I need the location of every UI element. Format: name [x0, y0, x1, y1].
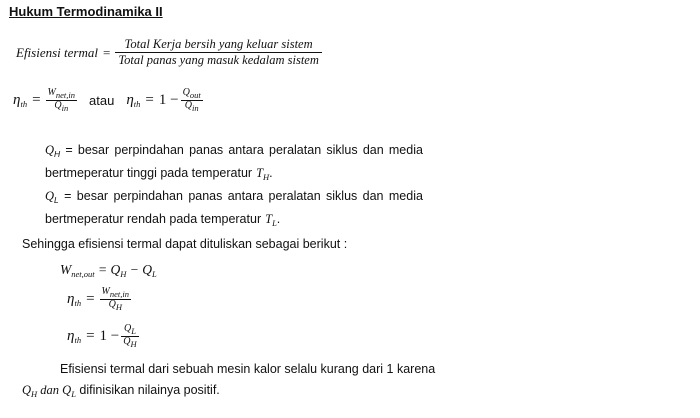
conclusion-line2: $Q_H$ dan $Q_L$ difinisikan nilainya positif.: [22, 383, 220, 399]
thermal-efficiency-formula: [16, 38, 322, 67]
page-title: Hukum Termodinamika II: [9, 4, 163, 19]
qh-symbol: $Q_H$: [45, 143, 61, 159]
eta-equation-2: $\eta_{th}$ = $\frac{W_{net,in}}{Q_H}$: [67, 286, 130, 312]
eta-symbol: $\eta_{th}$: [13, 91, 28, 109]
ql-definition-line2: bertmeperatur rendah pada temperatur $T_L$.: [45, 212, 281, 228]
equals-sign: =: [102, 44, 111, 60]
equals-sign: =: [32, 91, 41, 108]
ql-symbol: $Q_L$: [45, 189, 59, 205]
ql-definition-line1: $Q_L$ = besar perpindahan panas antara peralatan siklus dan media: [45, 189, 423, 205]
formula-denominator: Total panas yang masuk kedalam sistem: [118, 53, 319, 68]
eta2-fraction: $\frac{W_{net,in}}{Q_H}$: [101, 286, 130, 312]
one-minus: 1 −: [158, 91, 179, 108]
eta-formula: [13, 88, 203, 113]
eta-equation-3: $\eta_{th}$ = 1 − $\frac{Q_L}{Q_H}$: [67, 323, 137, 349]
eta3-fraction: $\frac{Q_L}{Q_H}$: [123, 323, 137, 349]
wnet-equation: $W_{net,out} = Q_H - Q_L$: [60, 262, 157, 279]
qh-definition-line2: bertmeperatur tinggi pada temperatur $T_H$.: [45, 166, 273, 182]
intro-sentence: Sehingga efisiensi termal dapat dituliskan sebagai berikut :: [22, 237, 348, 251]
eta-fraction-1: $\frac{W_{net,in}}{Q_{in}}$: [47, 87, 76, 113]
conclusion-line1: Efisiensi termal dari sebuah mesin kalor selalu kurang dari 1 karena: [60, 362, 436, 376]
atau-word: atau: [89, 92, 115, 108]
eta-symbol: $\eta_{th}$: [126, 91, 141, 109]
formula-numerator: Total Kerja bersih yang keluar sistem: [124, 37, 313, 51]
formula-fraction: [115, 38, 322, 67]
equals-sign: =: [145, 91, 154, 108]
formula-lhs: Efisiensi termal: [16, 44, 98, 60]
eta-fraction-2: $\frac{Q_{out}}{Q_{in}}$: [182, 87, 201, 113]
qh-definition-line1: $Q_H$ = besar perpindahan panas antara peralatan siklus dan media: [45, 143, 423, 159]
